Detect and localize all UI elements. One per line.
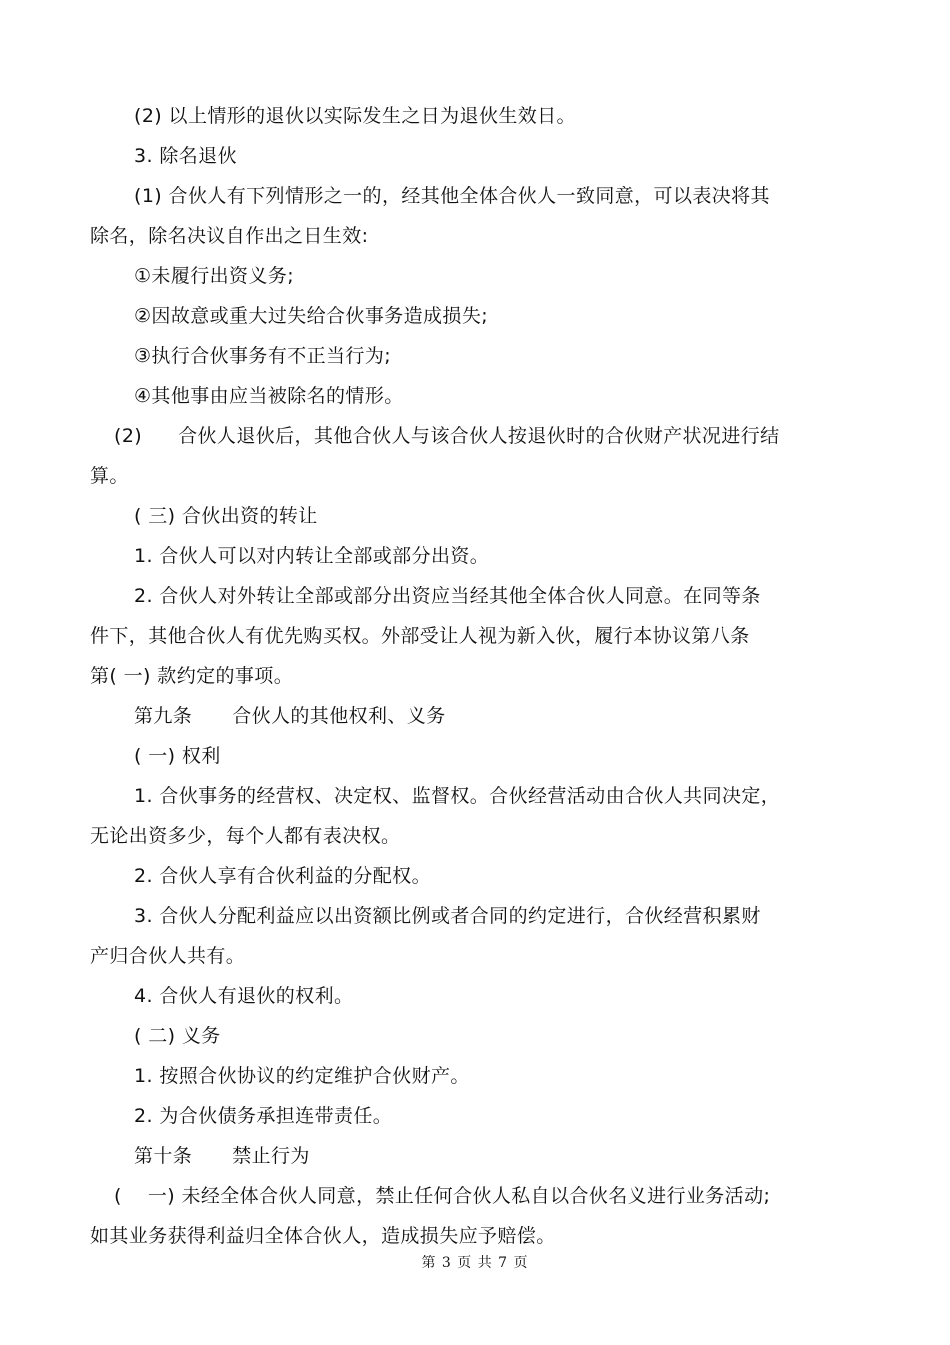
paragraph-continuation: 产归合伙人共有。 xyxy=(90,945,246,967)
paragraph: 2. 合伙人享有合伙利益的分配权。 xyxy=(134,865,431,887)
section-heading: ( 二) 义务 xyxy=(134,1025,221,1047)
paragraph xyxy=(114,424,780,448)
section-heading: ( 一) 权利 xyxy=(134,745,221,767)
article-title: 合伙人的其他权利、义务 xyxy=(232,705,446,727)
paragraph: 1. 合伙人可以对内转让全部或部分出资。 xyxy=(134,545,490,567)
paragraph: (2) 以上情形的退伙以实际发生之日为退伙生效日。 xyxy=(134,105,576,127)
paragraph: 2. 为合伙债务承担连带责任。 xyxy=(134,1105,393,1127)
paragraph: 3. 合伙人分配利益应以出资额比例或者合同的约定进行，合伙经营积累财 xyxy=(134,905,761,927)
article-number: 第九条 xyxy=(134,705,193,727)
paragraph: 1. 按照合伙协议的约定维护合伙财产。 xyxy=(134,1065,470,1087)
article-heading xyxy=(134,1144,310,1168)
article-title: 禁止行为 xyxy=(232,1145,310,1167)
paragraph: 1. 合伙事务的经营权、决定权、监督权。合伙经营活动由合伙人共同决定， xyxy=(134,785,781,807)
paragraph: 2. 合伙人对外转让全部或部分出资应当经其他全体合伙人同意。在同等条 xyxy=(134,585,761,607)
paragraph: (1) 合伙人有下列情形之一的，经其他全体合伙人一致同意，可以表决将其 xyxy=(134,185,770,207)
paragraph-number: (2) xyxy=(114,425,143,447)
paragraph-open-paren: ( xyxy=(114,1185,122,1207)
list-item: ③执行合伙事务有不正当行为; xyxy=(134,345,392,367)
list-item: ①未履行出资义务; xyxy=(134,265,295,287)
paragraph-continuation: 无论出资多少，每个人都有表决权。 xyxy=(90,825,401,847)
paragraph-continuation: 除名，除名决议自作出之日生效: xyxy=(90,225,369,247)
paragraph-continuation: 算。 xyxy=(90,465,129,487)
paragraph-continuation: 如其业务获得利益归全体合伙人，造成损失应予赔偿。 xyxy=(90,1225,556,1247)
section-heading: 3. 除名退伙 xyxy=(134,145,237,167)
paragraph-continuation: 件下，其他合伙人有优先购买权。外部受让人视为新入伙，履行本协议第八条 xyxy=(90,625,750,647)
paragraph-continuation: 第( 一) 款约定的事项。 xyxy=(90,665,294,687)
section-heading: ( 三) 合伙出资的转让 xyxy=(134,505,318,527)
paragraph-text: 一) 未经全体合伙人同意，禁止任何合伙人私自以合伙名义进行业务活动; xyxy=(147,1185,771,1207)
article-number: 第十条 xyxy=(134,1145,193,1167)
paragraph-text: 合伙人退伙后，其他合伙人与该合伙人按退伙时的合伙财产状况进行结 xyxy=(178,425,780,447)
list-item: ④其他事由应当被除名的情形。 xyxy=(134,385,404,407)
article-heading xyxy=(134,704,446,728)
paragraph xyxy=(114,1184,770,1208)
page-footer: 第 3 页 共 7 页 xyxy=(421,1255,529,1271)
paragraph: 4. 合伙人有退伙的权利。 xyxy=(134,985,354,1007)
list-item: ②因故意或重大过失给合伙事务造成损失; xyxy=(134,305,489,327)
